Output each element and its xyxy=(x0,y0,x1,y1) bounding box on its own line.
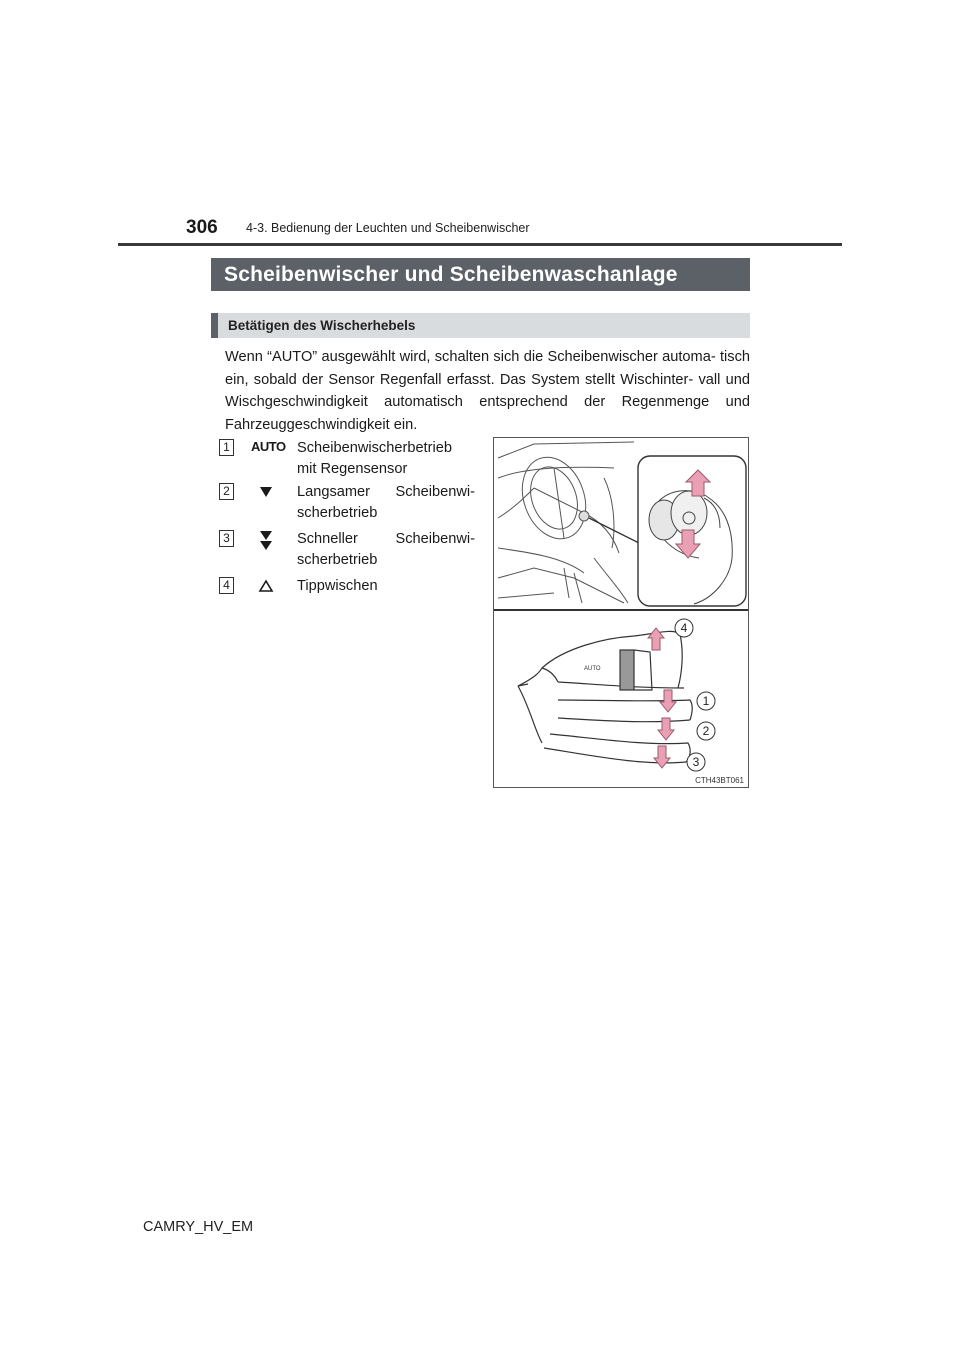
item-line-2: mit Regensensor xyxy=(297,461,408,477)
item-line-2: scherbetrieb xyxy=(297,552,378,568)
auto-text-icon xyxy=(235,438,293,460)
double-triangle-down-icon xyxy=(235,529,293,551)
illustration-svg xyxy=(494,438,748,787)
auto-symbol-label: AUTO xyxy=(251,439,286,454)
item-description xyxy=(297,482,475,524)
item-number-box: 2 xyxy=(219,483,234,500)
single-triangle-down-icon xyxy=(235,482,293,504)
item-number-box: 3 xyxy=(219,530,234,547)
item-line-1: Scheibenwischerbetrieb xyxy=(297,440,452,456)
item-line-1: Schneller Scheibenwi- xyxy=(297,531,475,547)
lever-arrow-up-icon xyxy=(648,628,664,650)
callout-3: 3 xyxy=(692,755,700,769)
item-line-1: Tippwischen xyxy=(297,578,378,594)
list-item-auto xyxy=(219,438,475,482)
section-title: Scheibenwischer und Scheibenwaschanlage xyxy=(211,258,750,291)
section-breadcrumb: 4-3. Bedienung der Leuchten und Scheibenwischer xyxy=(246,221,530,235)
subsection-heading: Betätigen des Wischerhebels xyxy=(211,313,750,338)
item-number-box: 4 xyxy=(219,577,234,594)
wiper-lever-illustration xyxy=(493,437,749,788)
footer-model-code: CAMRY_HV_EM xyxy=(143,1219,254,1235)
list-item-slow xyxy=(219,482,475,526)
callout-1: 1 xyxy=(702,694,710,708)
list-item-mist xyxy=(219,576,475,620)
item-description xyxy=(297,529,475,571)
item-number-box: 1 xyxy=(219,439,234,456)
lever-arrow-down-3-icon xyxy=(654,746,670,768)
intro-paragraph: Wenn “AUTO” ausgewählt wird, schalten sich die Scheibenwischer automa- tisch ein, sobald der Sensor Regenfall erfasst. Das System stellt Wischinter- vall und Wischgeschwindigkeit automatisch entsprechend der Regenmenge und Fahrzeuggeschwindigkeit ein. xyxy=(225,349,750,433)
list-item-fast xyxy=(219,529,475,573)
dashboard-sketch xyxy=(498,442,639,603)
header-divider xyxy=(118,243,842,246)
page-number: 306 xyxy=(186,217,218,238)
figure-code: CTH43BT061 xyxy=(695,776,744,785)
item-line-2: scherbetrieb xyxy=(297,505,378,521)
item-line-1: Langsamer Scheibenwi- xyxy=(297,484,475,500)
outline-triangle-up-icon xyxy=(235,576,293,598)
lever-auto-label: AUTO xyxy=(584,666,601,672)
callout-4: 4 xyxy=(680,621,688,635)
callout-2: 2 xyxy=(702,724,710,738)
item-description xyxy=(297,438,475,480)
item-description xyxy=(297,576,475,597)
